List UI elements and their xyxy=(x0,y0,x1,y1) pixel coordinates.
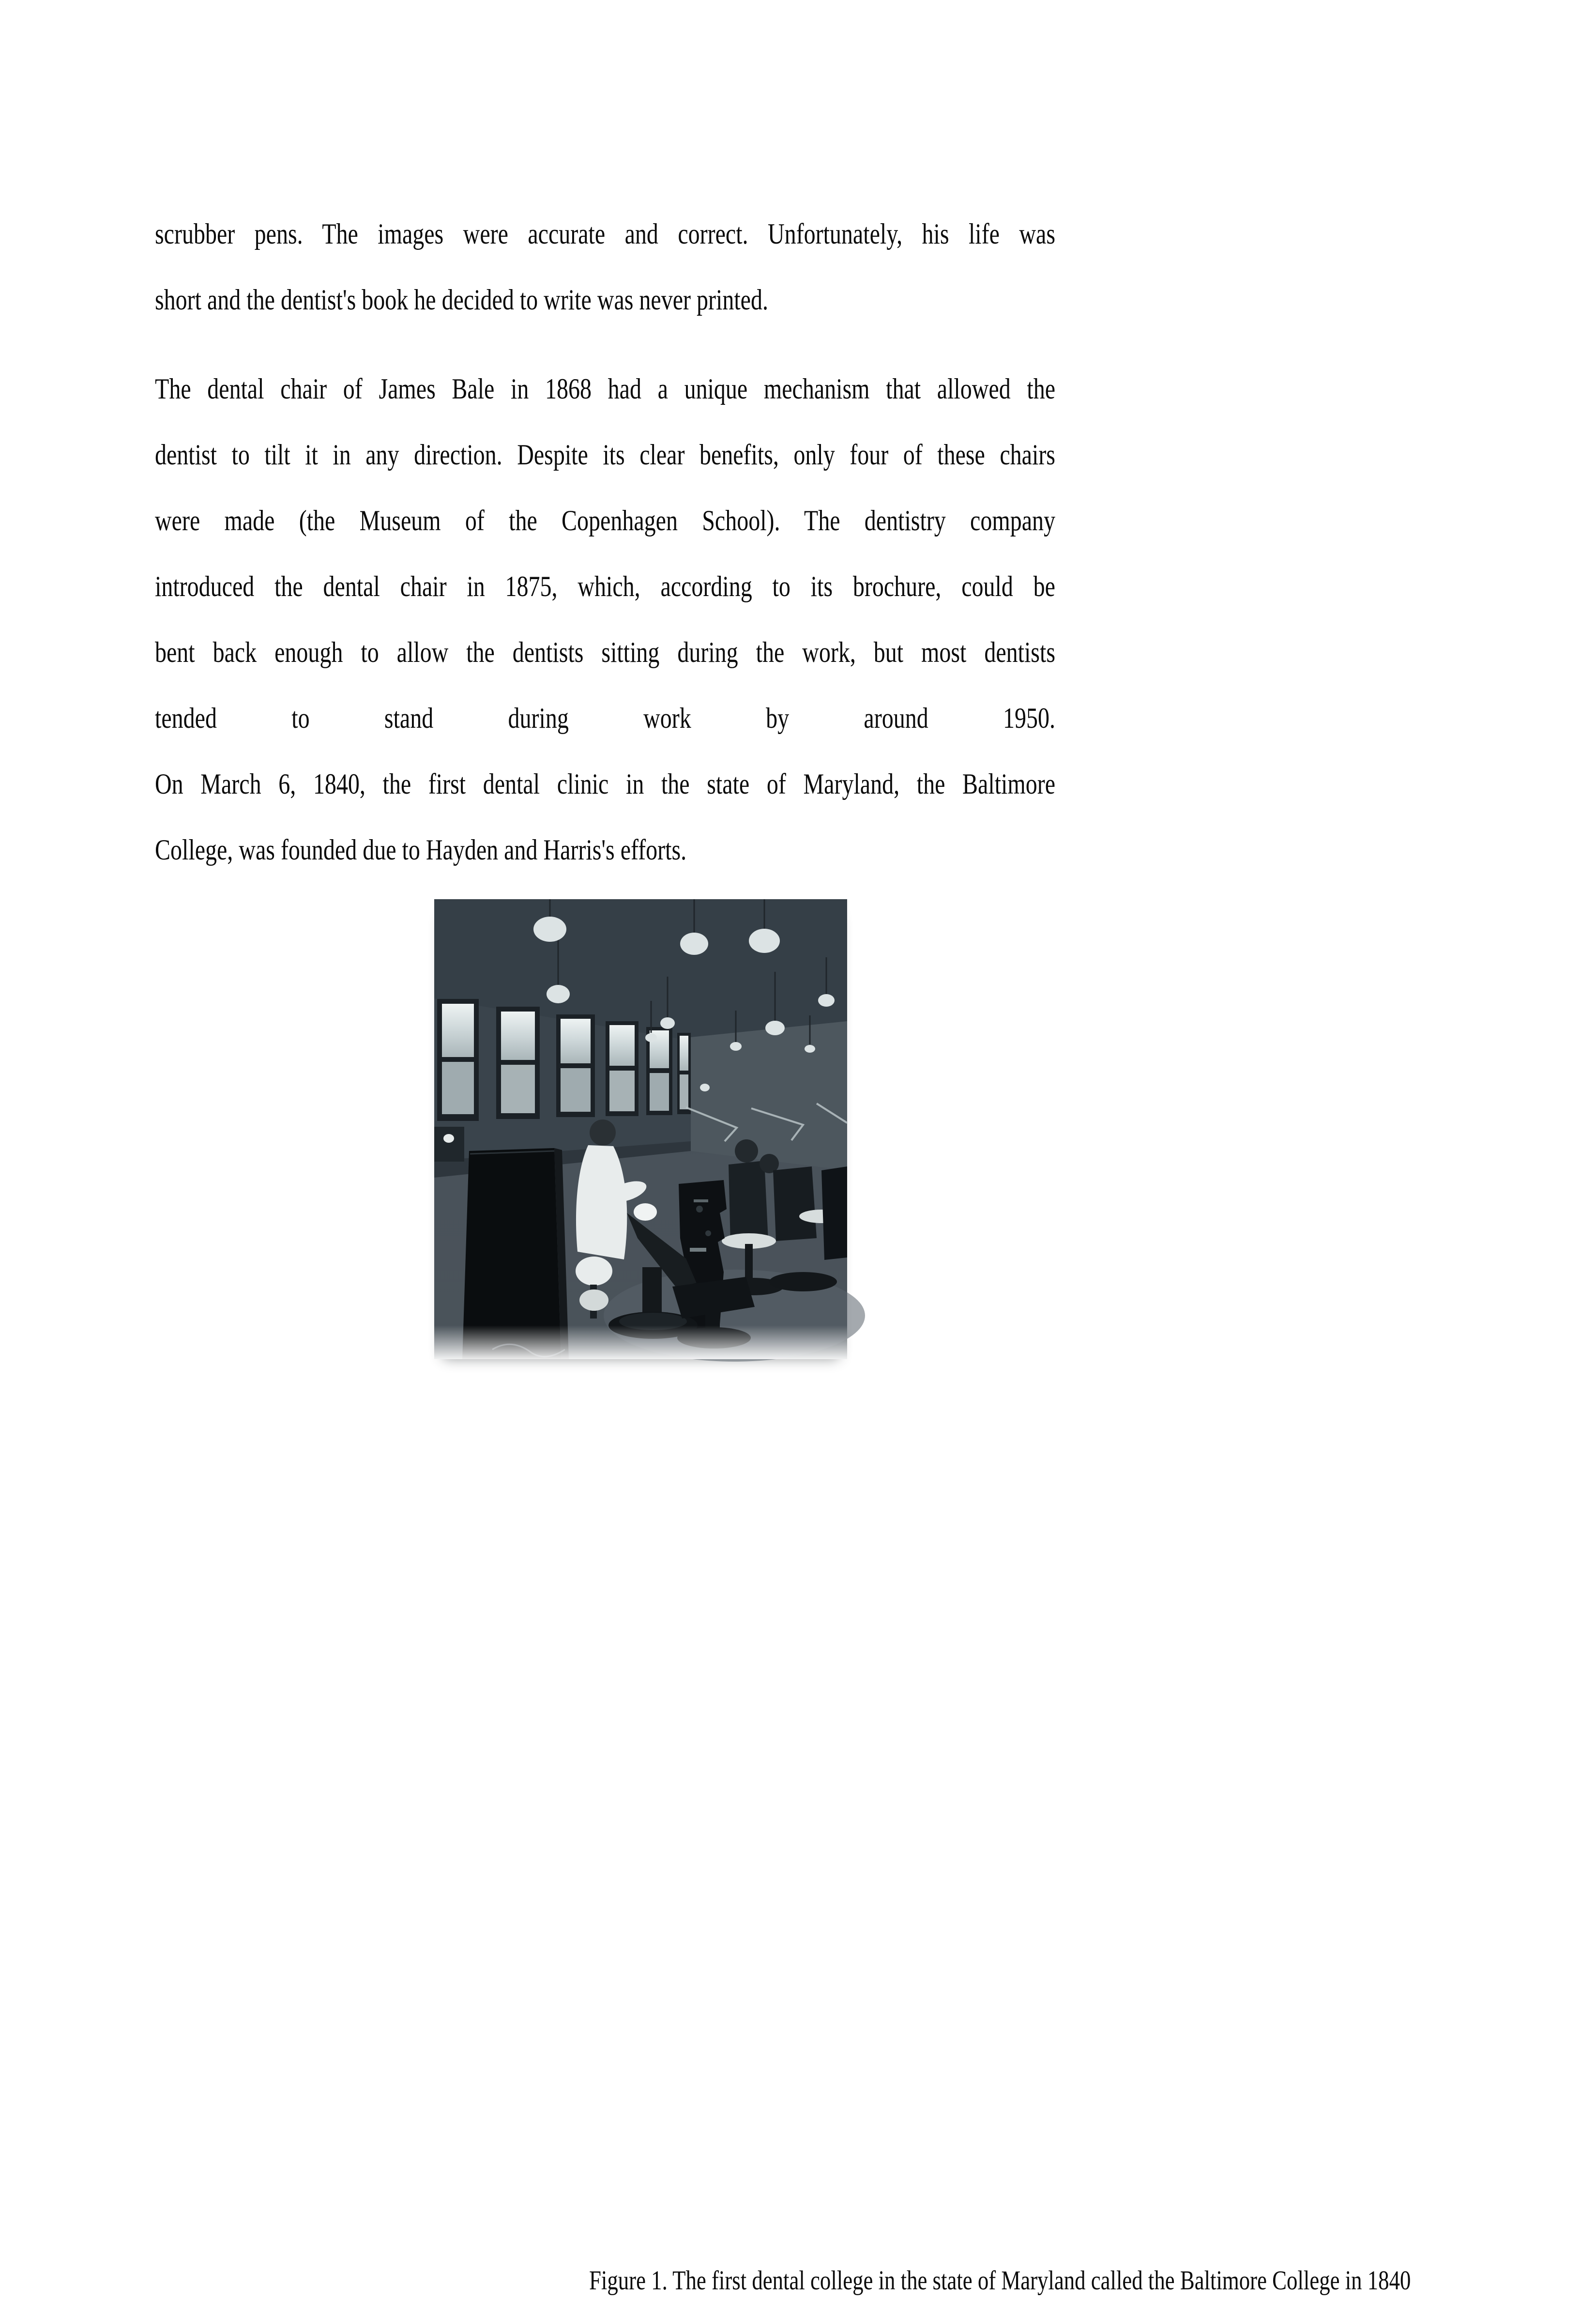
figure-1 xyxy=(434,899,1411,2296)
text-line: were made (the Museum of the Copenhagen School). The dentistry company xyxy=(155,505,1055,537)
left-equipment xyxy=(434,1127,464,1162)
text-line: bent back enough to allow the dentists sitting during the work, but most dentists xyxy=(155,636,1055,668)
paragraph-2 xyxy=(155,356,1055,883)
photo-bottom-fade xyxy=(434,1325,847,1359)
text-line: introduced the dental chair in 1875, which, according to its brochure, could be xyxy=(155,570,1055,602)
text-line: short and the dentist's book he decided to write was never printed. xyxy=(155,284,768,316)
text-line: On March 6, 1840, the first dental clinic in the state of Maryland, the Baltimore xyxy=(155,768,1055,800)
text-line: The dental chair of James Bale in 1868 had a unique mechanism that allowed the xyxy=(155,373,1055,405)
text-line: dentist to tilt it in any direction. Despite its clear benefits, only four of these chairs xyxy=(155,439,1055,471)
figure-caption: Figure 1. The first dental college in the state of Maryland called the Baltimore College in 1840 xyxy=(589,2266,1411,2296)
paragraph-1 xyxy=(155,201,1055,333)
text-line: College, was founded due to Hayden and Harris's efforts. xyxy=(155,834,687,866)
text-line: scrubber pens. The images were accurate and correct. Unfortunately, his life was xyxy=(155,218,1055,250)
clinic-photo-art xyxy=(434,899,847,1359)
clinic-photo xyxy=(434,899,847,1359)
text-line: tended to stand during work by around 1950. xyxy=(155,702,1055,734)
